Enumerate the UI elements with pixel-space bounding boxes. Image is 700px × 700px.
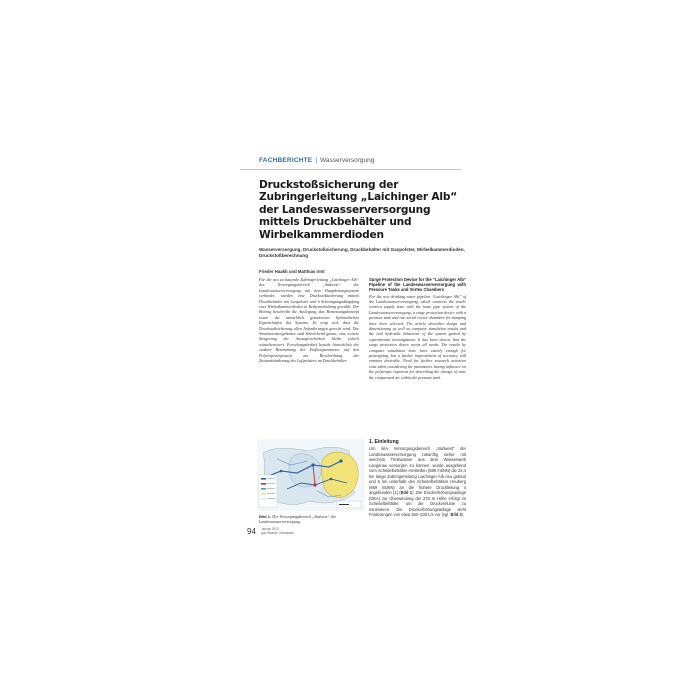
supply-area-map <box>257 439 365 511</box>
section-label: FACHBERICHTE <box>259 157 313 164</box>
footer-journal: gwf-Wasser | Abwasser <box>261 531 295 535</box>
figure-caption-text: Der Versorgungsbereich „Südwest“ der Landeswasserversorgung. <box>259 514 337 524</box>
section-text-part3: ). <box>461 512 465 517</box>
figure-ref-3: Bild 3 <box>450 512 462 517</box>
figure-caption <box>259 514 359 524</box>
abstract-german: Für die neu zu bauende Zubringerleitung „Laichinger Alb“ des Versorgungsbereich „Südwest“ der Landeswasserversorgung mit dem Hauptleitungssystem verbindet, wurden eine Druckstoßsicherung mittels Druckbehälter mit Gaspolster und 'n Schwingungsdämpfung zwei Wirbelkammerdioden in Reihenschaltung gewählt. Der Beitrag beschreibt die Auslegung, das Bemessungskonzept sowie die tatsächlich gemessenen hydraulischen Eigenschaften des Systems. Es zeigt sich, dass die Druckstoßsicherung allen Anforderungen gerecht wird. Der Simulationsergebnisse sind hinreichend genau, eine weitere Steigerung der Aussagesicherheit bleibt jedoch wünschenswert. Forschungsbedarf besteht hinsichtlich der exakten Bestimmung der Einflussparameter auf den Polytropenexponent zur Beschreibung der Zustandsänderung des Luftpolsters im Druckbehälter. <box>259 277 359 364</box>
abstract-english-title: Surge Protection Device for the “Laichinger Alb” Pipeline of the Landeswasserversorgung with Pressure Tanks and Vortex Chambers <box>369 277 466 293</box>
section-text-part2: ). Die Druckerhöhungsanlage (DEA) zur Überwindung der 270 m Höhe erfolgt im Scheitelbehälter, um die Druckverluste zu minimieren. Die Druckerhöhungsanlage sieht Förderungen von etwa 150–230 L/s vor (vgl. <box>369 490 466 517</box>
section-heading: 1. Einleitung <box>369 439 399 445</box>
article-title: Druckstoßsicherung der Zubringerleitung „Laichinger Alb“ der Landeswasserversorgung mittels Druckbehälter und Wirbelkammerdioden <box>259 179 458 241</box>
page-footer <box>261 527 294 535</box>
authors: Frieder Haakh und Matthias Irmt <box>259 269 325 274</box>
figure-caption-label: Bild 1: <box>259 514 272 519</box>
header-separator: | <box>315 157 318 164</box>
page-number: 94 <box>247 527 256 536</box>
footer-issue: Januar 2013 <box>261 527 279 531</box>
abstract-english-block <box>369 277 466 380</box>
journal-page <box>240 157 470 543</box>
figure-ref-1: Bild 1 <box>400 490 413 495</box>
header-rule <box>240 169 462 170</box>
section-body <box>369 446 466 518</box>
abstract-english: For the new drinking water pipeline “Laichinger Alb” of the Landeswasserversorgung, which connects the south-western supply zone with the main pipe system of the Landeswasserversorgung, a surge protection device with a pressure tank and two serial vortex chambers for damping have been selected. The article describes design and dimensioning as well as computer simulation results and the real hydraulic behaviour of the system gained by experimental investigations. It has been shown, that the surge protection device meets all needs. The results by computer simulation have been exactly enough for prototyping, but a further improvement of accuracy still remains desirable. Need for further research activities exist when considering the parameters having influence on the polytropic exponent for describing the change of state the compressed air within the pressure tank. <box>369 293 466 380</box>
section-text-part1: Um den Versorgungsbereich „Südwest“ der Landeswasserversorgung zukünftig sicher mit weichem Trinkwasser aus dem Wasserwerk Langenau versorgen zu können, wurde ausgehend vom Scheitelbehälter Amstetten (586 müNN) die 23,4 km lange Zubringerleitung Laichinger Alb neu gebaut und 6 km unterhalb des Scheitelbehälters Heuberg (859 müNN) an die frühere Druckleitung 4 angebunden [1] ( <box>369 446 466 495</box>
introduction-section <box>369 439 466 518</box>
subsection-label: Wasserversorgung <box>320 157 375 164</box>
keywords: Wasserversorgung, Druckstoßsicherung, Druckbehälter mit Gaspolster, Wirbelkammerdioden, Druckstoßberechnung <box>259 247 465 259</box>
section-header <box>259 157 374 164</box>
